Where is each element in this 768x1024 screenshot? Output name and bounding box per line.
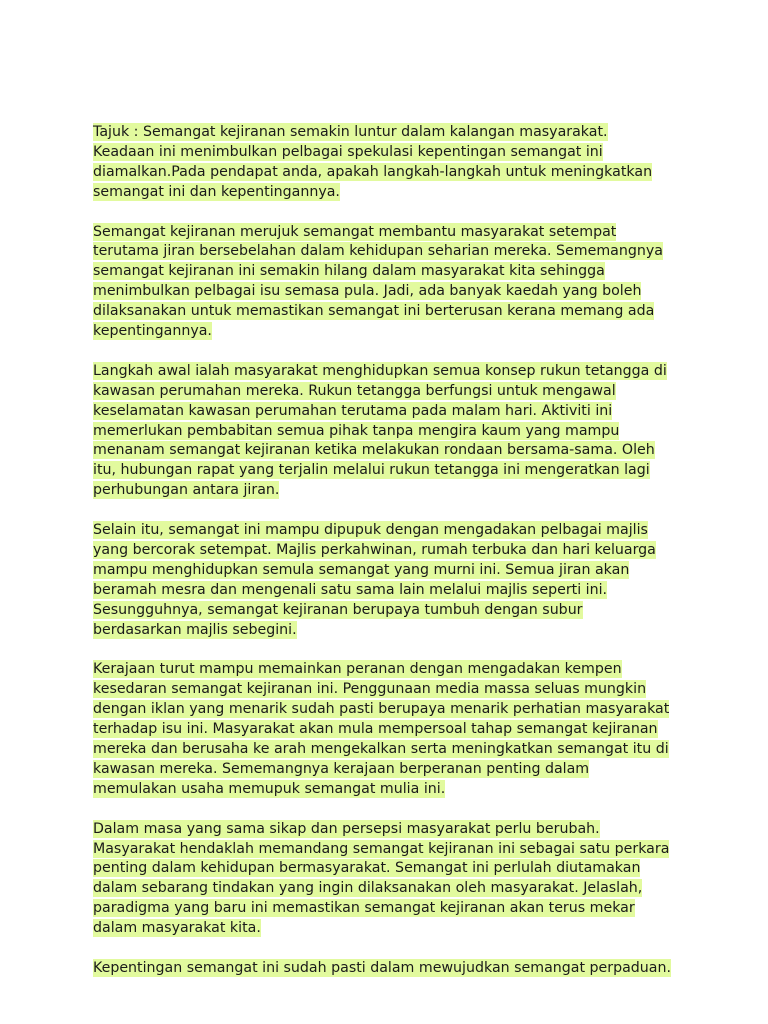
- conclusion-paragraph: [93, 959, 683, 979]
- body-paragraph-4: [93, 820, 683, 939]
- text-line: kawasan mereka. Sememangnya kerajaan berperanan penting dalam: [93, 760, 590, 777]
- text-line: berdasarkan majlis sebegini.: [93, 621, 297, 638]
- text-line: dengan iklan yang menarik sudah pasti berupaya menarik perhatian masyarakat: [93, 701, 670, 718]
- essay-body: [93, 123, 683, 999]
- text-line: kesedaran semangat kejiranan ini. Penggunaan media massa seluas mungkin: [93, 681, 647, 698]
- text-line: Kepentingan semangat ini sudah pasti dalam mewujudkan semangat perpaduan.: [93, 959, 671, 976]
- text-line: Semangat kejiranan merujuk semangat membantu masyarakat setempat: [93, 223, 617, 240]
- text-line: memerlukan pembabitan semua pihak tanpa mengira kaum yang mampu: [93, 422, 620, 439]
- text-line: diamalkan.Pada pendapat anda, apakah langkah-langkah untuk meningkatkan: [93, 163, 653, 180]
- body-paragraph-1: [93, 362, 683, 501]
- text-line: itu, hubungan rapat yang terjalin melalui rukun tetangga ini mengeratkan lagi: [93, 462, 650, 479]
- text-line: yang bercorak setempat. Majlis perkahwinan, rumah terbuka dan hari keluarga: [93, 541, 656, 558]
- text-line: kepentingannya.: [93, 323, 212, 340]
- text-line: Langkah awal ialah masyarakat menghidupkan semua konsep rukun tetangga di: [93, 362, 667, 379]
- text-line: Kerajaan turut mampu memainkan peranan dengan mengadakan kempen: [93, 661, 622, 678]
- body-paragraph-2: [93, 521, 683, 640]
- text-line: keselamatan kawasan perumahan terutama pada malam hari. Aktiviti ini: [93, 402, 613, 419]
- body-paragraph-3: [93, 660, 683, 799]
- text-line: Tajuk : Semangat kejiranan semakin luntur dalam kalangan masyarakat.: [93, 124, 608, 140]
- text-line: Masyarakat hendaklah memandang semangat kejiranan ini sebagai satu perkara: [93, 840, 670, 857]
- text-line: mampu menghidupkan semula semangat yang murni ini. Semua jiran akan: [93, 561, 630, 578]
- text-line: dalam masyarakat kita.: [93, 920, 261, 937]
- text-line: menanam semangat kejiranan ketika melakukan rondaan bersama-sama. Oleh: [93, 442, 655, 459]
- text-line: Dalam masa yang sama sikap dan persepsi masyarakat perlu berubah.: [93, 820, 600, 837]
- text-line: semangat ini dan kepentingannya.: [93, 183, 340, 200]
- text-line: semangat kejiranan ini semakin hilang dalam masyarakat kita sehingga: [93, 263, 605, 280]
- text-line: dilaksanakan untuk memastikan semangat ini berterusan kerana memang ada: [93, 303, 655, 320]
- introduction-paragraph: [93, 223, 683, 342]
- text-line: dalam sebarang tindakan yang ingin dilaksanakan oleh masyarakat. Jelaslah,: [93, 880, 643, 897]
- text-line: terhadap isu ini. Masyarakat akan mula mempersoal tahap semangat kejiranan: [93, 721, 658, 738]
- text-line: menimbulkan pelbagai isu semasa pula. Jadi, ada banyak kaedah yang boleh: [93, 283, 642, 300]
- text-line: memulakan usaha memupuk semangat mulia ini.: [93, 780, 446, 797]
- text-line: Sesungguhnya, semangat kejiranan berupaya tumbuh dengan subur: [93, 601, 583, 618]
- essay-title-paragraph: [93, 123, 683, 203]
- text-line: terutama jiran bersebelahan dalam kehidupan seharian mereka. Sememangnya: [93, 243, 663, 260]
- text-line: mereka dan berusaha ke arah mengekalkan serta meningkatkan semangat itu di: [93, 741, 669, 758]
- text-line: Selain itu, semangat ini mampu dipupuk dengan mengadakan pelbagai majlis: [93, 522, 648, 539]
- text-line: paradigma yang baru ini memastikan semangat kejiranan akan terus mekar: [93, 900, 635, 917]
- text-line: Keadaan ini menimbulkan pelbagai spekulasi kepentingan semangat ini: [93, 143, 603, 160]
- text-line: penting dalam kehidupan bermasyarakat. Semangat ini perlulah diutamakan: [93, 860, 641, 877]
- text-line: beramah mesra dan mengenali satu sama lain melalui majlis seperti ini.: [93, 581, 608, 598]
- text-line: perhubungan antara jiran.: [93, 482, 280, 499]
- text-line: kawasan perumahan mereka. Rukun tetangga berfungsi untuk mengawal: [93, 382, 616, 399]
